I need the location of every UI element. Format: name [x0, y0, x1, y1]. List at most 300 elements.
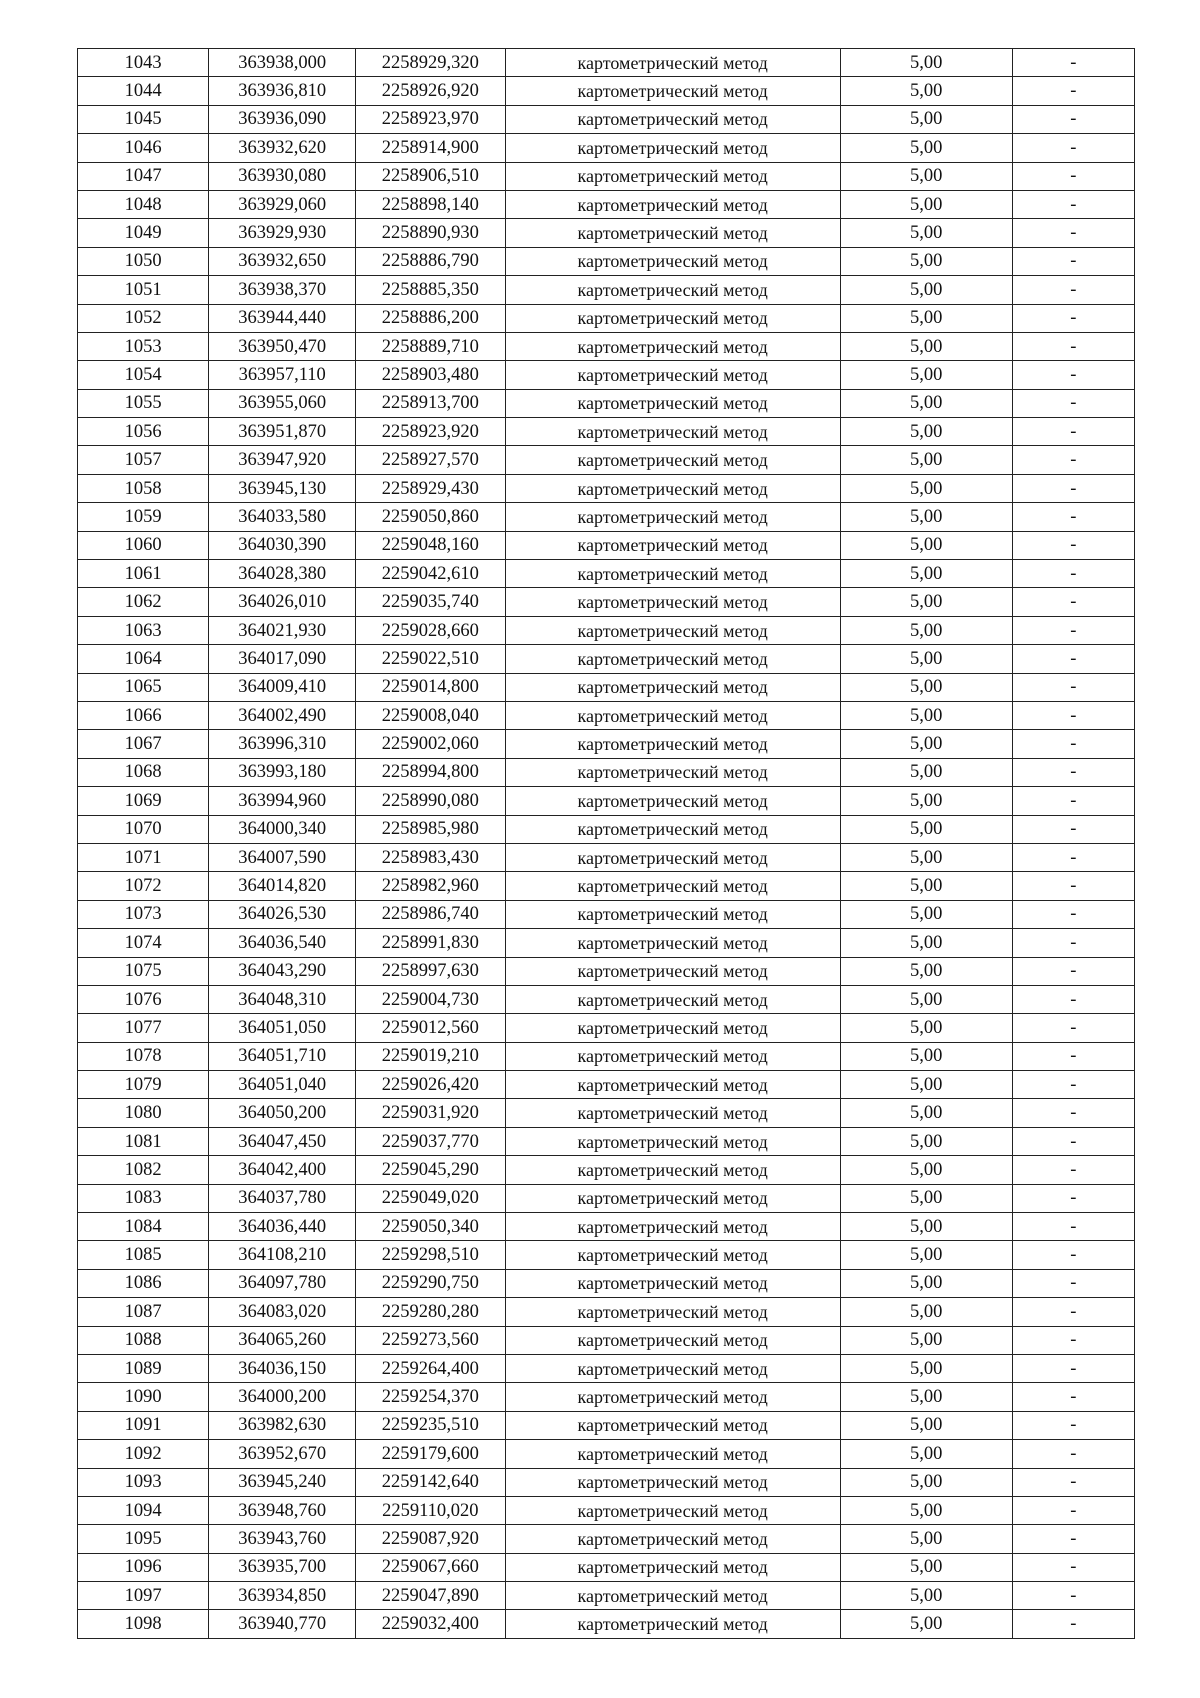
accuracy-cell: 5,00 — [840, 787, 1012, 815]
table-row — [78, 1553, 1135, 1581]
table-row — [78, 843, 1135, 871]
x-coordinate-cell: 363950,470 — [209, 332, 356, 360]
method-cell: картометрический метод — [505, 1610, 840, 1638]
x-coordinate-cell: 363938,370 — [209, 276, 356, 304]
y-coordinate-cell: 2258898,140 — [355, 190, 505, 218]
point-number-cell: 1059 — [78, 503, 209, 531]
note-cell: - — [1012, 361, 1134, 389]
x-coordinate-cell: 364030,390 — [209, 531, 356, 559]
note-cell: - — [1012, 418, 1134, 446]
note-cell: - — [1012, 247, 1134, 275]
note-cell: - — [1012, 389, 1134, 417]
y-coordinate-cell: 2258906,510 — [355, 162, 505, 190]
table-row — [78, 929, 1135, 957]
note-cell: - — [1012, 673, 1134, 701]
note-cell: - — [1012, 134, 1134, 162]
note-cell: - — [1012, 1582, 1134, 1610]
method-cell: картометрический метод — [505, 1354, 840, 1382]
note-cell: - — [1012, 900, 1134, 928]
note-cell: - — [1012, 219, 1134, 247]
table-row — [78, 985, 1135, 1013]
note-cell: - — [1012, 787, 1134, 815]
note-cell: - — [1012, 929, 1134, 957]
accuracy-cell: 5,00 — [840, 560, 1012, 588]
y-coordinate-cell: 2259048,160 — [355, 531, 505, 559]
y-coordinate-cell: 2258923,970 — [355, 105, 505, 133]
note-cell: - — [1012, 872, 1134, 900]
note-cell: - — [1012, 1298, 1134, 1326]
point-number-cell: 1070 — [78, 815, 209, 843]
table-row — [78, 1411, 1135, 1439]
method-cell: картометрический метод — [505, 645, 840, 673]
table-row — [78, 1213, 1135, 1241]
point-number-cell: 1054 — [78, 361, 209, 389]
point-number-cell: 1056 — [78, 418, 209, 446]
accuracy-cell: 5,00 — [840, 1354, 1012, 1382]
y-coordinate-cell: 2259028,660 — [355, 616, 505, 644]
x-coordinate-cell: 363930,080 — [209, 162, 356, 190]
point-number-cell: 1067 — [78, 730, 209, 758]
point-number-cell: 1043 — [78, 49, 209, 77]
method-cell: картометрический метод — [505, 929, 840, 957]
x-coordinate-cell: 364051,050 — [209, 1014, 356, 1042]
note-cell: - — [1012, 1354, 1134, 1382]
x-coordinate-cell: 363994,960 — [209, 787, 356, 815]
accuracy-cell: 5,00 — [840, 645, 1012, 673]
point-number-cell: 1046 — [78, 134, 209, 162]
y-coordinate-cell: 2259235,510 — [355, 1411, 505, 1439]
accuracy-cell: 5,00 — [840, 957, 1012, 985]
method-cell: картометрический метод — [505, 531, 840, 559]
x-coordinate-cell: 364026,530 — [209, 900, 356, 928]
method-cell: картометрический метод — [505, 418, 840, 446]
x-coordinate-cell: 364050,200 — [209, 1099, 356, 1127]
table-row — [78, 361, 1135, 389]
point-number-cell: 1078 — [78, 1042, 209, 1070]
point-number-cell: 1072 — [78, 872, 209, 900]
point-number-cell: 1048 — [78, 190, 209, 218]
point-number-cell: 1060 — [78, 531, 209, 559]
point-number-cell: 1096 — [78, 1553, 209, 1581]
note-cell: - — [1012, 758, 1134, 786]
x-coordinate-cell: 364014,820 — [209, 872, 356, 900]
point-number-cell: 1081 — [78, 1127, 209, 1155]
coordinates-table — [77, 48, 1135, 1639]
accuracy-cell: 5,00 — [840, 190, 1012, 218]
y-coordinate-cell: 2259008,040 — [355, 701, 505, 729]
method-cell: картометрический метод — [505, 843, 840, 871]
method-cell: картометрический метод — [505, 1326, 840, 1354]
table-row — [78, 730, 1135, 758]
accuracy-cell: 5,00 — [840, 843, 1012, 871]
y-coordinate-cell: 2258982,960 — [355, 872, 505, 900]
accuracy-cell: 5,00 — [840, 389, 1012, 417]
y-coordinate-cell: 2259110,020 — [355, 1496, 505, 1524]
note-cell: - — [1012, 1099, 1134, 1127]
method-cell: картометрический метод — [505, 162, 840, 190]
table-row — [78, 503, 1135, 531]
y-coordinate-cell: 2259280,280 — [355, 1298, 505, 1326]
note-cell: - — [1012, 588, 1134, 616]
table-row — [78, 49, 1135, 77]
note-cell: - — [1012, 446, 1134, 474]
accuracy-cell: 5,00 — [840, 503, 1012, 531]
method-cell: картометрический метод — [505, 1213, 840, 1241]
y-coordinate-cell: 2258986,740 — [355, 900, 505, 928]
y-coordinate-cell: 2259032,400 — [355, 1610, 505, 1638]
method-cell: картометрический метод — [505, 332, 840, 360]
accuracy-cell: 5,00 — [840, 1411, 1012, 1439]
accuracy-cell: 5,00 — [840, 134, 1012, 162]
x-coordinate-cell: 363929,060 — [209, 190, 356, 218]
accuracy-cell: 5,00 — [840, 531, 1012, 559]
accuracy-cell: 5,00 — [840, 1582, 1012, 1610]
y-coordinate-cell: 2258927,570 — [355, 446, 505, 474]
point-number-cell: 1049 — [78, 219, 209, 247]
accuracy-cell: 5,00 — [840, 985, 1012, 1013]
x-coordinate-cell: 363982,630 — [209, 1411, 356, 1439]
note-cell: - — [1012, 105, 1134, 133]
x-coordinate-cell: 363993,180 — [209, 758, 356, 786]
accuracy-cell: 5,00 — [840, 105, 1012, 133]
method-cell: картометрический метод — [505, 787, 840, 815]
note-cell: - — [1012, 815, 1134, 843]
y-coordinate-cell: 2258983,430 — [355, 843, 505, 871]
x-coordinate-cell: 363996,310 — [209, 730, 356, 758]
table-row — [78, 560, 1135, 588]
x-coordinate-cell: 363932,620 — [209, 134, 356, 162]
accuracy-cell: 5,00 — [840, 701, 1012, 729]
accuracy-cell: 5,00 — [840, 1383, 1012, 1411]
note-cell: - — [1012, 1241, 1134, 1269]
method-cell: картометрический метод — [505, 1298, 840, 1326]
point-number-cell: 1084 — [78, 1213, 209, 1241]
x-coordinate-cell: 363948,760 — [209, 1496, 356, 1524]
note-cell: - — [1012, 503, 1134, 531]
x-coordinate-cell: 364051,710 — [209, 1042, 356, 1070]
table-row — [78, 1269, 1135, 1297]
accuracy-cell: 5,00 — [840, 1326, 1012, 1354]
note-cell: - — [1012, 1014, 1134, 1042]
y-coordinate-cell: 2259014,800 — [355, 673, 505, 701]
x-coordinate-cell: 363929,930 — [209, 219, 356, 247]
note-cell: - — [1012, 985, 1134, 1013]
x-coordinate-cell: 364026,010 — [209, 588, 356, 616]
x-coordinate-cell: 364007,590 — [209, 843, 356, 871]
accuracy-cell: 5,00 — [840, 219, 1012, 247]
y-coordinate-cell: 2258890,930 — [355, 219, 505, 247]
method-cell: картометрический метод — [505, 1496, 840, 1524]
method-cell: картометрический метод — [505, 588, 840, 616]
point-number-cell: 1069 — [78, 787, 209, 815]
accuracy-cell: 5,00 — [840, 758, 1012, 786]
x-coordinate-cell: 364036,150 — [209, 1354, 356, 1382]
note-cell: - — [1012, 1127, 1134, 1155]
y-coordinate-cell: 2259004,730 — [355, 985, 505, 1013]
y-coordinate-cell: 2259087,920 — [355, 1525, 505, 1553]
accuracy-cell: 5,00 — [840, 730, 1012, 758]
accuracy-cell: 5,00 — [840, 1241, 1012, 1269]
y-coordinate-cell: 2258926,920 — [355, 77, 505, 105]
method-cell: картометрический метод — [505, 1582, 840, 1610]
point-number-cell: 1097 — [78, 1582, 209, 1610]
point-number-cell: 1085 — [78, 1241, 209, 1269]
note-cell: - — [1012, 701, 1134, 729]
point-number-cell: 1094 — [78, 1496, 209, 1524]
method-cell: картометрический метод — [505, 730, 840, 758]
table-row — [78, 645, 1135, 673]
point-number-cell: 1065 — [78, 673, 209, 701]
table-row — [78, 1354, 1135, 1382]
table-row — [78, 105, 1135, 133]
method-cell: картометрический метод — [505, 1042, 840, 1070]
y-coordinate-cell: 2259179,600 — [355, 1440, 505, 1468]
point-number-cell: 1062 — [78, 588, 209, 616]
x-coordinate-cell: 363945,130 — [209, 474, 356, 502]
y-coordinate-cell: 2258994,800 — [355, 758, 505, 786]
method-cell: картометрический метод — [505, 276, 840, 304]
note-cell: - — [1012, 474, 1134, 502]
accuracy-cell: 5,00 — [840, 304, 1012, 332]
table-row — [78, 1383, 1135, 1411]
point-number-cell: 1093 — [78, 1468, 209, 1496]
x-coordinate-cell: 364065,260 — [209, 1326, 356, 1354]
y-coordinate-cell: 2259050,860 — [355, 503, 505, 531]
method-cell: картометрический метод — [505, 1440, 840, 1468]
y-coordinate-cell: 2258991,830 — [355, 929, 505, 957]
y-coordinate-cell: 2259254,370 — [355, 1383, 505, 1411]
x-coordinate-cell: 364036,440 — [209, 1213, 356, 1241]
x-coordinate-cell: 363955,060 — [209, 389, 356, 417]
method-cell: картометрический метод — [505, 985, 840, 1013]
x-coordinate-cell: 363936,810 — [209, 77, 356, 105]
note-cell: - — [1012, 332, 1134, 360]
x-coordinate-cell: 363936,090 — [209, 105, 356, 133]
accuracy-cell: 5,00 — [840, 1014, 1012, 1042]
x-coordinate-cell: 364047,450 — [209, 1127, 356, 1155]
point-number-cell: 1087 — [78, 1298, 209, 1326]
accuracy-cell: 5,00 — [840, 1127, 1012, 1155]
accuracy-cell: 5,00 — [840, 276, 1012, 304]
y-coordinate-cell: 2259019,210 — [355, 1042, 505, 1070]
method-cell: картометрический метод — [505, 503, 840, 531]
x-coordinate-cell: 363951,870 — [209, 418, 356, 446]
table-row — [78, 1014, 1135, 1042]
method-cell: картометрический метод — [505, 900, 840, 928]
point-number-cell: 1051 — [78, 276, 209, 304]
table-row — [78, 616, 1135, 644]
x-coordinate-cell: 364097,780 — [209, 1269, 356, 1297]
table-row — [78, 1496, 1135, 1524]
accuracy-cell: 5,00 — [840, 900, 1012, 928]
accuracy-cell: 5,00 — [840, 1298, 1012, 1326]
accuracy-cell: 5,00 — [840, 673, 1012, 701]
table-row — [78, 1582, 1135, 1610]
x-coordinate-cell: 363934,850 — [209, 1582, 356, 1610]
note-cell: - — [1012, 645, 1134, 673]
table-row — [78, 673, 1135, 701]
x-coordinate-cell: 364043,290 — [209, 957, 356, 985]
note-cell: - — [1012, 1468, 1134, 1496]
method-cell: картометрический метод — [505, 815, 840, 843]
x-coordinate-cell: 363932,650 — [209, 247, 356, 275]
method-cell: картометрический метод — [505, 1411, 840, 1439]
point-number-cell: 1068 — [78, 758, 209, 786]
note-cell: - — [1012, 49, 1134, 77]
x-coordinate-cell: 363940,770 — [209, 1610, 356, 1638]
note-cell: - — [1012, 190, 1134, 218]
method-cell: картометрический метод — [505, 1014, 840, 1042]
point-number-cell: 1058 — [78, 474, 209, 502]
note-cell: - — [1012, 1553, 1134, 1581]
table-row — [78, 446, 1135, 474]
x-coordinate-cell: 363943,760 — [209, 1525, 356, 1553]
y-coordinate-cell: 2259037,770 — [355, 1127, 505, 1155]
method-cell: картометрический метод — [505, 957, 840, 985]
note-cell: - — [1012, 162, 1134, 190]
point-number-cell: 1095 — [78, 1525, 209, 1553]
point-number-cell: 1083 — [78, 1184, 209, 1212]
table-row — [78, 219, 1135, 247]
x-coordinate-cell: 363957,110 — [209, 361, 356, 389]
method-cell: картометрический метод — [505, 1071, 840, 1099]
y-coordinate-cell: 2259049,020 — [355, 1184, 505, 1212]
table-row — [78, 474, 1135, 502]
table-row — [78, 758, 1135, 786]
method-cell: картометрический метод — [505, 1184, 840, 1212]
y-coordinate-cell: 2258929,320 — [355, 49, 505, 77]
x-coordinate-cell: 364036,540 — [209, 929, 356, 957]
accuracy-cell: 5,00 — [840, 588, 1012, 616]
accuracy-cell: 5,00 — [840, 49, 1012, 77]
method-cell: картометрический метод — [505, 1099, 840, 1127]
method-cell: картометрический метод — [505, 247, 840, 275]
note-cell: - — [1012, 957, 1134, 985]
table-row — [78, 247, 1135, 275]
note-cell: - — [1012, 730, 1134, 758]
y-coordinate-cell: 2258903,480 — [355, 361, 505, 389]
point-number-cell: 1064 — [78, 645, 209, 673]
note-cell: - — [1012, 1525, 1134, 1553]
x-coordinate-cell: 364048,310 — [209, 985, 356, 1013]
x-coordinate-cell: 364000,340 — [209, 815, 356, 843]
accuracy-cell: 5,00 — [840, 815, 1012, 843]
table-row — [78, 134, 1135, 162]
point-number-cell: 1075 — [78, 957, 209, 985]
accuracy-cell: 5,00 — [840, 1184, 1012, 1212]
note-cell: - — [1012, 77, 1134, 105]
note-cell: - — [1012, 1184, 1134, 1212]
method-cell: картометрический метод — [505, 1553, 840, 1581]
note-cell: - — [1012, 276, 1134, 304]
accuracy-cell: 5,00 — [840, 1156, 1012, 1184]
table-row — [78, 190, 1135, 218]
point-number-cell: 1063 — [78, 616, 209, 644]
table-row — [78, 787, 1135, 815]
point-number-cell: 1073 — [78, 900, 209, 928]
accuracy-cell: 5,00 — [840, 1099, 1012, 1127]
method-cell: картометрический метод — [505, 872, 840, 900]
point-number-cell: 1077 — [78, 1014, 209, 1042]
x-coordinate-cell: 364051,040 — [209, 1071, 356, 1099]
accuracy-cell: 5,00 — [840, 332, 1012, 360]
table-row — [78, 1127, 1135, 1155]
note-cell: - — [1012, 616, 1134, 644]
accuracy-cell: 5,00 — [840, 418, 1012, 446]
table-row — [78, 872, 1135, 900]
x-coordinate-cell: 364017,090 — [209, 645, 356, 673]
point-number-cell: 1057 — [78, 446, 209, 474]
y-coordinate-cell: 2259002,060 — [355, 730, 505, 758]
table-row — [78, 701, 1135, 729]
x-coordinate-cell: 364000,200 — [209, 1383, 356, 1411]
note-cell: - — [1012, 560, 1134, 588]
point-number-cell: 1052 — [78, 304, 209, 332]
point-number-cell: 1079 — [78, 1071, 209, 1099]
y-coordinate-cell: 2259012,560 — [355, 1014, 505, 1042]
note-cell: - — [1012, 1496, 1134, 1524]
y-coordinate-cell: 2259022,510 — [355, 645, 505, 673]
method-cell: картометрический метод — [505, 701, 840, 729]
point-number-cell: 1088 — [78, 1326, 209, 1354]
y-coordinate-cell: 2259042,610 — [355, 560, 505, 588]
note-cell: - — [1012, 1071, 1134, 1099]
y-coordinate-cell: 2258997,630 — [355, 957, 505, 985]
table-row — [78, 1525, 1135, 1553]
y-coordinate-cell: 2259264,400 — [355, 1354, 505, 1382]
point-number-cell: 1071 — [78, 843, 209, 871]
table-row — [78, 1440, 1135, 1468]
method-cell: картометрический метод — [505, 1241, 840, 1269]
accuracy-cell: 5,00 — [840, 1042, 1012, 1070]
x-coordinate-cell: 364028,380 — [209, 560, 356, 588]
y-coordinate-cell: 2258985,980 — [355, 815, 505, 843]
table-row — [78, 900, 1135, 928]
y-coordinate-cell: 2259035,740 — [355, 588, 505, 616]
note-cell: - — [1012, 1269, 1134, 1297]
y-coordinate-cell: 2258886,790 — [355, 247, 505, 275]
method-cell: картометрический метод — [505, 1156, 840, 1184]
coordinates-table-body — [78, 49, 1135, 1639]
accuracy-cell: 5,00 — [840, 1071, 1012, 1099]
y-coordinate-cell: 2258914,900 — [355, 134, 505, 162]
y-coordinate-cell: 2258889,710 — [355, 332, 505, 360]
y-coordinate-cell: 2258913,700 — [355, 389, 505, 417]
note-cell: - — [1012, 1213, 1134, 1241]
accuracy-cell: 5,00 — [840, 1496, 1012, 1524]
table-row — [78, 276, 1135, 304]
point-number-cell: 1045 — [78, 105, 209, 133]
accuracy-cell: 5,00 — [840, 162, 1012, 190]
x-coordinate-cell: 364083,020 — [209, 1298, 356, 1326]
x-coordinate-cell: 364009,410 — [209, 673, 356, 701]
note-cell: - — [1012, 1610, 1134, 1638]
y-coordinate-cell: 2259067,660 — [355, 1553, 505, 1581]
method-cell: картометрический метод — [505, 304, 840, 332]
table-row — [78, 332, 1135, 360]
note-cell: - — [1012, 1042, 1134, 1070]
method-cell: картометрический метод — [505, 49, 840, 77]
x-coordinate-cell: 363952,670 — [209, 1440, 356, 1468]
y-coordinate-cell: 2258885,350 — [355, 276, 505, 304]
table-row — [78, 77, 1135, 105]
method-cell: картометрический метод — [505, 105, 840, 133]
point-number-cell: 1044 — [78, 77, 209, 105]
accuracy-cell: 5,00 — [840, 1610, 1012, 1638]
x-coordinate-cell: 363947,920 — [209, 446, 356, 474]
method-cell: картометрический метод — [505, 1383, 840, 1411]
table-row — [78, 1184, 1135, 1212]
